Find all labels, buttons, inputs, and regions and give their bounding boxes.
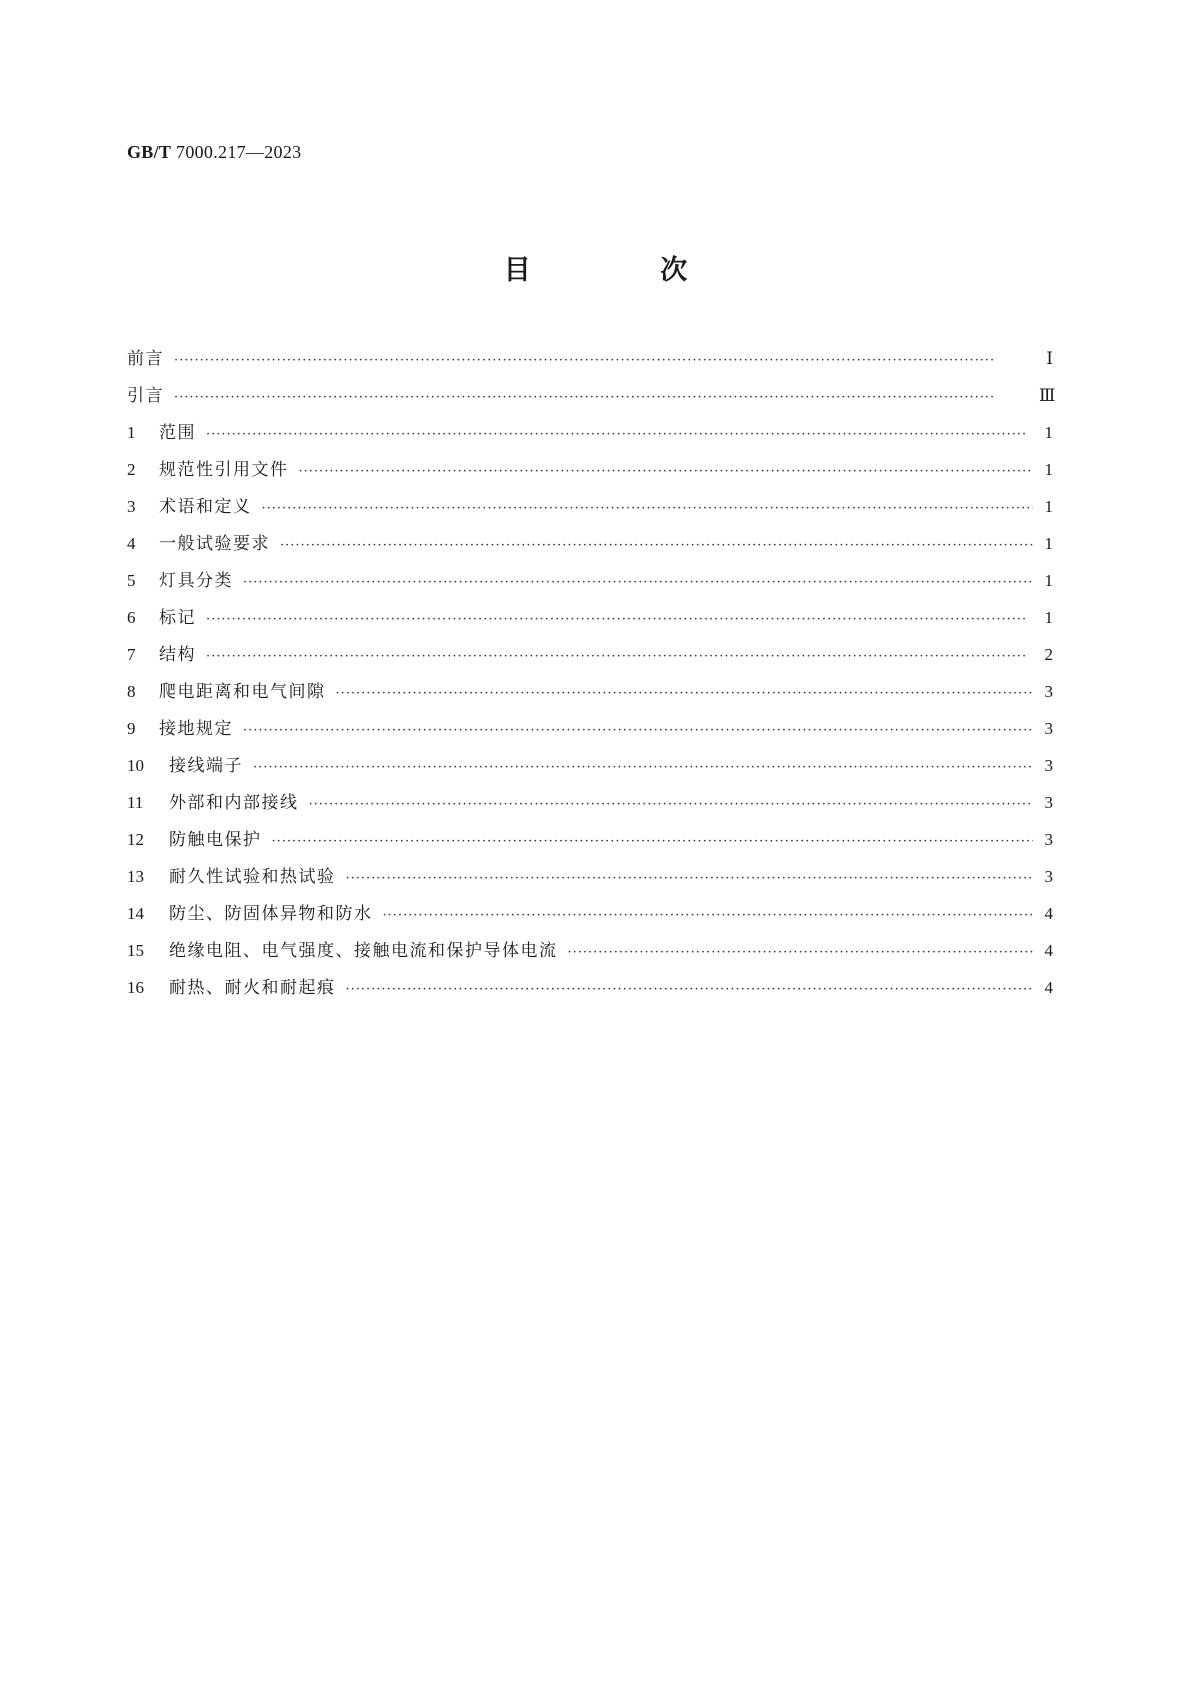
toc-entry-page: 3 (1044, 830, 1053, 849)
toc-entry-label: 绝缘电阻、电气强度、接触电流和保护导体电流 (169, 941, 558, 961)
toc-entry[interactable] (127, 788, 1053, 825)
toc-dot-leader (206, 649, 1033, 664)
toc-entry-page: 1 (1044, 571, 1053, 590)
toc-entry[interactable] (127, 381, 1056, 418)
toc-entry[interactable] (127, 825, 1053, 862)
toc-entry-label: 防触电保护 (169, 830, 262, 850)
toc-entry-label: 结构 (159, 645, 196, 665)
toc-entry[interactable] (127, 492, 1053, 529)
toc-entry-label: 引言 (127, 386, 164, 406)
toc-entry-label: 耐热、耐火和耐起痕 (169, 978, 336, 998)
toc-dot-leader (280, 538, 1033, 553)
toc-entry-number: 9 (127, 719, 136, 738)
toc-dot-leader (174, 390, 1033, 405)
toc-entry-number: 2 (127, 460, 136, 479)
toc-entry[interactable] (127, 640, 1053, 677)
toc-entry-label: 爬电距离和电气间隙 (159, 682, 326, 702)
toc-dot-leader (346, 982, 1034, 997)
standard-number: 7000.217—2023 (176, 142, 302, 162)
toc-entry-label: 接地规定 (159, 719, 233, 739)
toc-entry-label: 接线端子 (169, 756, 243, 776)
toc-entry[interactable] (127, 603, 1053, 640)
toc-entry-page: 1 (1044, 534, 1053, 553)
toc-entry-number: 4 (127, 534, 136, 553)
toc-dot-leader (262, 501, 1034, 516)
toc-entry-number: 16 (127, 978, 144, 997)
toc-dot-leader (568, 945, 1034, 960)
toc-dot-leader (243, 575, 1033, 590)
toc-entry-number: 13 (127, 867, 144, 886)
toc-entry[interactable] (127, 899, 1053, 936)
standard-prefix: GB/T (127, 142, 172, 162)
toc-entry-page: Ⅰ (1046, 349, 1053, 368)
toc-entry-page: 1 (1044, 497, 1053, 516)
toc-entry-label: 范围 (159, 423, 196, 443)
toc-dot-leader (272, 834, 1034, 849)
toc-dot-leader (206, 427, 1033, 442)
toc-entry-number: 6 (127, 608, 136, 627)
toc-entry[interactable] (127, 418, 1053, 455)
toc-entry-page: 3 (1044, 682, 1053, 701)
toc-entry-page: 3 (1044, 719, 1053, 738)
toc-entry[interactable] (127, 973, 1053, 1010)
toc-entry-label: 耐久性试验和热试验 (169, 867, 336, 887)
toc-entry-page: 1 (1044, 608, 1053, 627)
toc-entry-page: 1 (1044, 460, 1053, 479)
toc-entry[interactable] (127, 714, 1053, 751)
toc-entry-number: 10 (127, 756, 144, 775)
toc-entry[interactable] (127, 751, 1053, 788)
toc-entry-page: 4 (1044, 941, 1053, 960)
toc-dot-leader (253, 760, 1033, 775)
toc-entry-label: 术语和定义 (159, 497, 252, 517)
toc-entry[interactable] (127, 566, 1053, 603)
toc-entry-number: 14 (127, 904, 144, 923)
toc-dot-leader (174, 353, 1033, 368)
toc-entry-label: 标记 (159, 608, 196, 628)
toc-entry-label: 规范性引用文件 (159, 460, 289, 480)
toc-entry-number: 12 (127, 830, 144, 849)
toc-entry-label: 一般试验要求 (159, 534, 270, 554)
toc-title: 目 次 (503, 255, 748, 286)
toc-entry-number: 5 (127, 571, 136, 590)
toc-dot-leader (299, 464, 1034, 479)
toc-entry-label: 防尘、防固体异物和防水 (169, 904, 373, 924)
toc-entry-page: 3 (1044, 756, 1053, 775)
toc-dot-leader (243, 723, 1033, 738)
toc-entry-number: 11 (127, 793, 144, 812)
toc-entry-number: 1 (127, 423, 136, 442)
toc-list (127, 344, 1056, 1010)
toc-dot-leader (309, 797, 1034, 812)
toc-entry-label: 前言 (127, 349, 164, 369)
toc-dot-leader (383, 908, 1034, 923)
toc-entry-number: 15 (127, 941, 144, 960)
toc-entry-page: 4 (1044, 978, 1053, 997)
toc-entry-label: 外部和内部接线 (169, 793, 299, 813)
toc-entry[interactable] (127, 677, 1053, 714)
toc-dot-leader (336, 686, 1034, 701)
toc-entry-page: 1 (1044, 423, 1053, 442)
toc-entry[interactable] (127, 936, 1053, 973)
toc-entry-page: Ⅲ (1039, 386, 1056, 405)
toc-entry-page: 4 (1044, 904, 1053, 923)
toc-entry-number: 8 (127, 682, 136, 701)
toc-entry-label: 灯具分类 (159, 571, 233, 591)
toc-entry[interactable] (127, 529, 1053, 566)
toc-entry[interactable] (127, 455, 1053, 492)
toc-dot-leader (346, 871, 1034, 886)
toc-entry-page: 2 (1044, 645, 1053, 664)
toc-dot-leader (206, 612, 1033, 627)
toc-entry-number: 3 (127, 497, 136, 516)
toc-entry-page: 3 (1044, 867, 1053, 886)
toc-entry-page: 3 (1044, 793, 1053, 812)
toc-entry-number: 7 (127, 645, 136, 664)
standard-code (127, 142, 301, 163)
toc-entry[interactable] (127, 862, 1053, 899)
toc-entry[interactable] (127, 344, 1053, 381)
